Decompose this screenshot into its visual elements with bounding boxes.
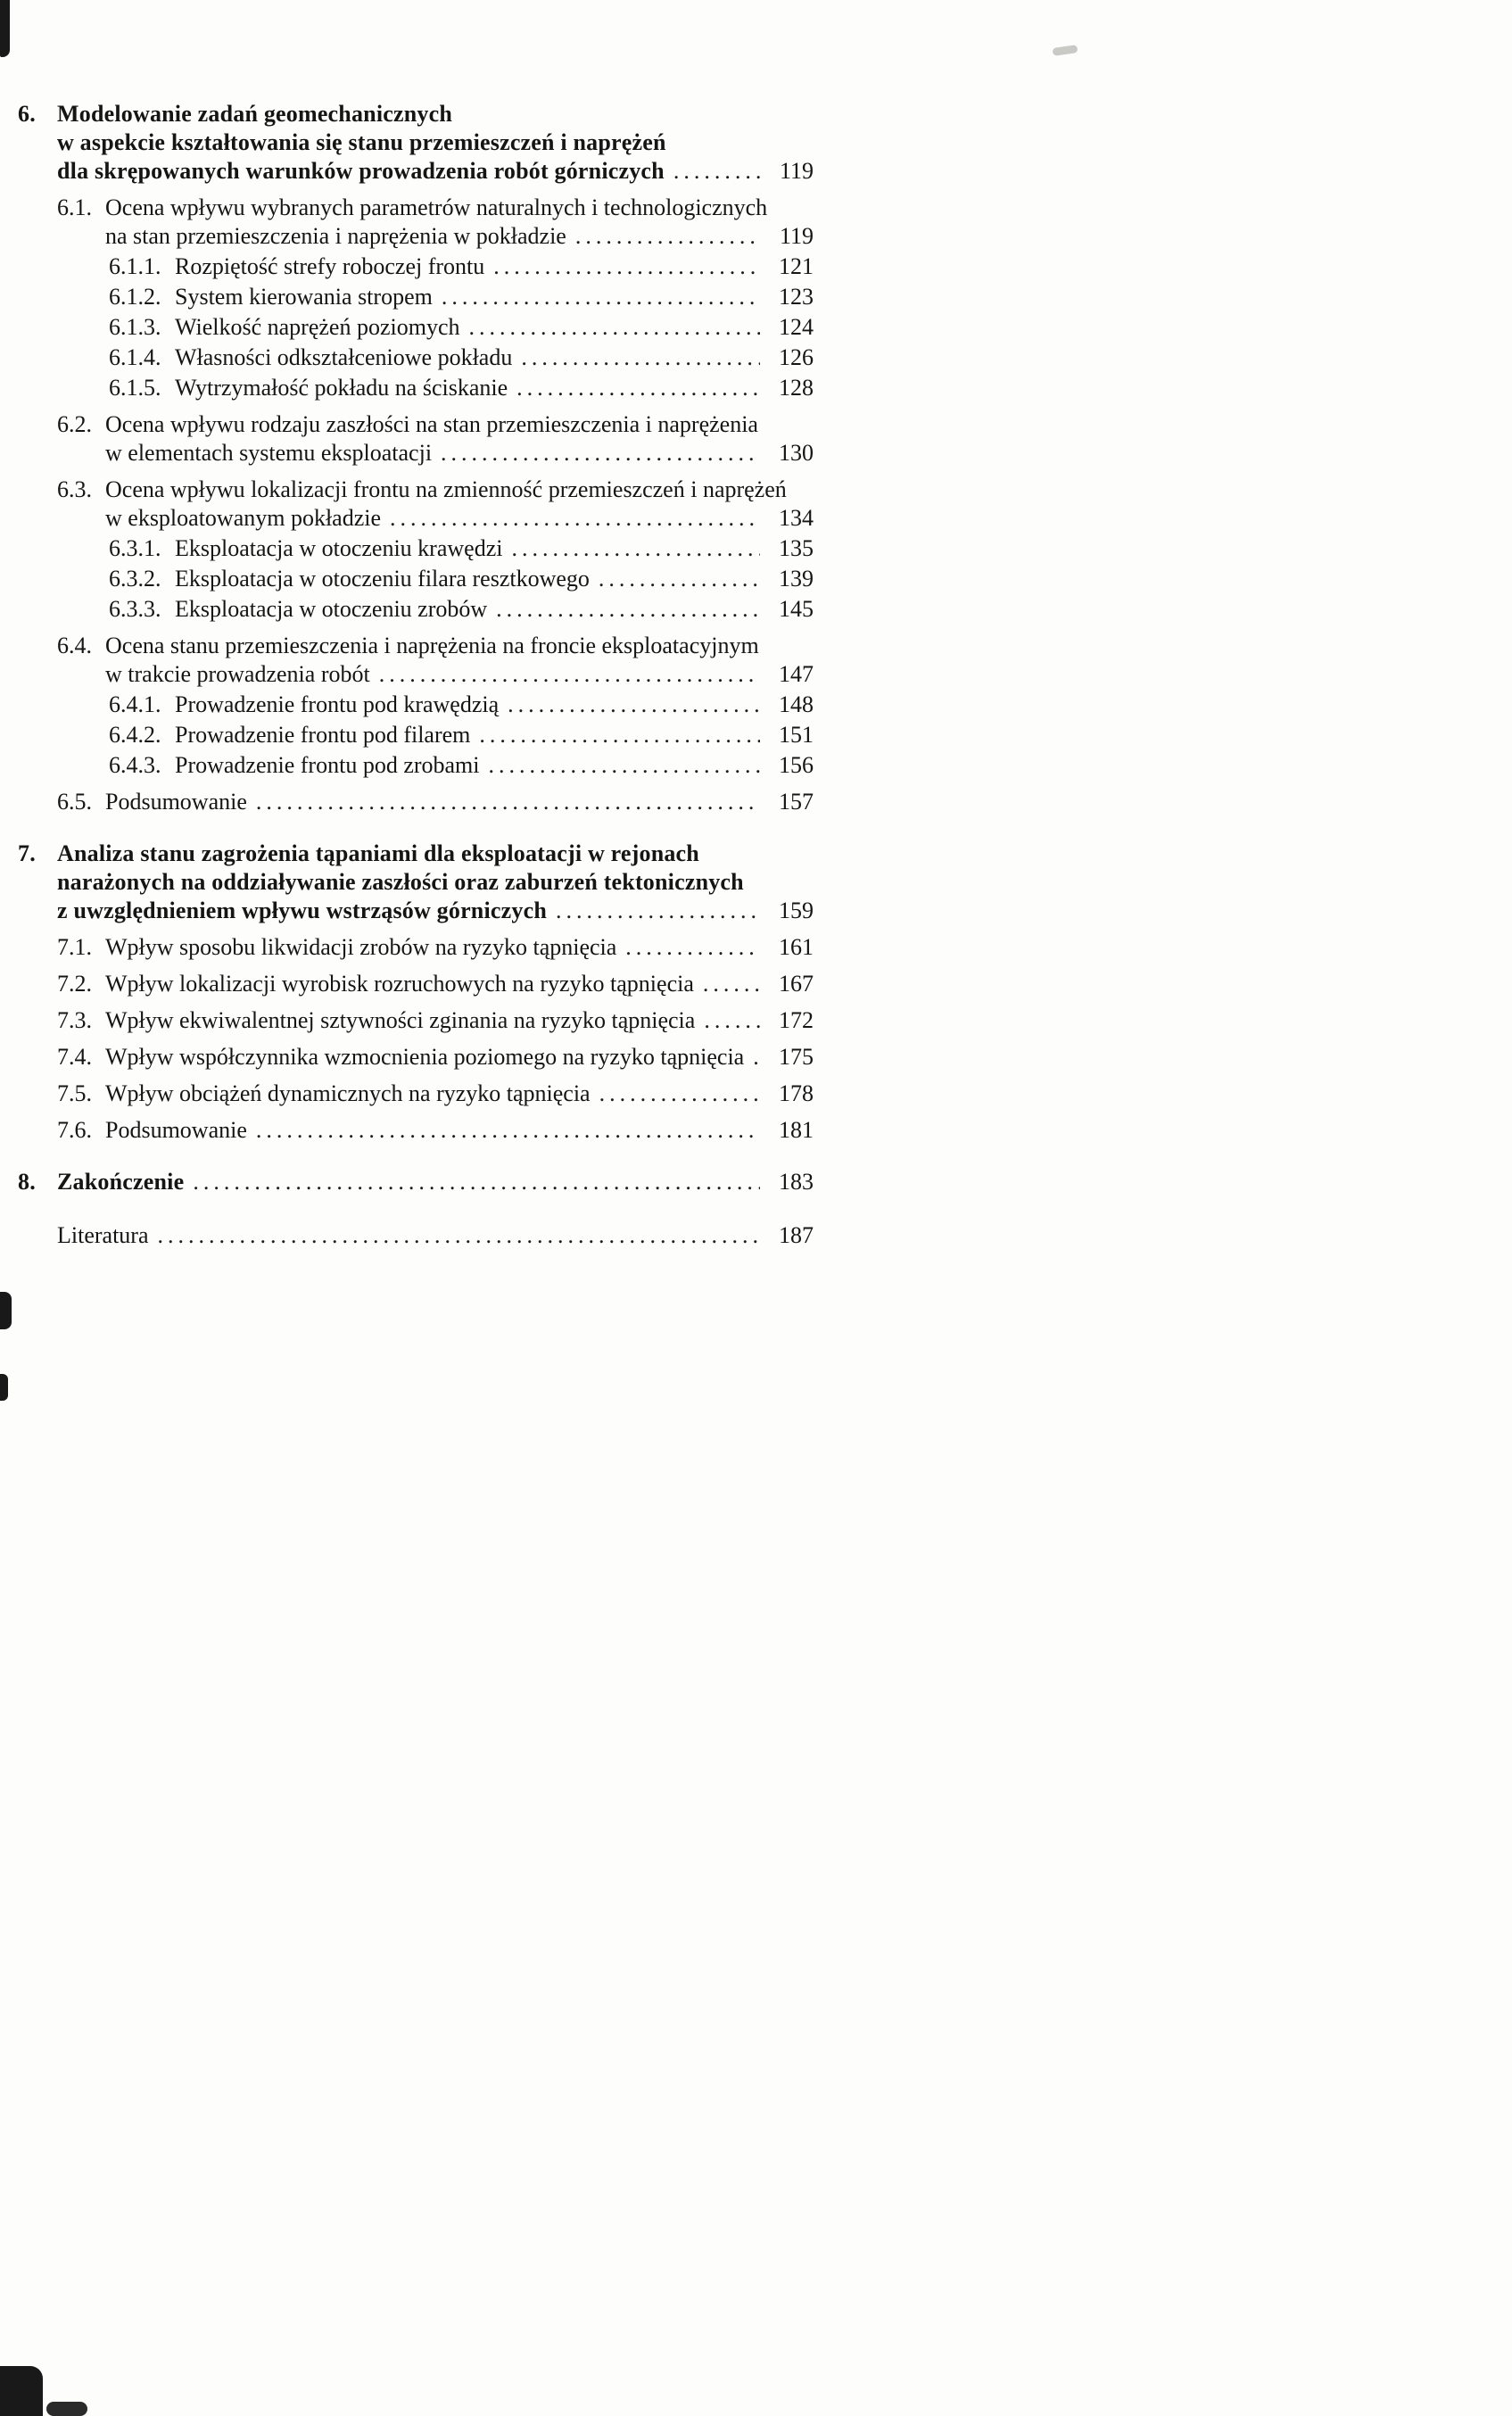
dot-leader [158, 1221, 761, 1250]
toc-entry-title: Podsumowanie [105, 1117, 247, 1143]
toc-entry-line [57, 1168, 814, 1196]
toc-entry-title: Zakończenie [57, 1169, 185, 1195]
toc-entry-line [105, 504, 814, 533]
dot-leader [599, 565, 760, 593]
toc-entry-page-number: 119 [779, 158, 814, 184]
toc-entry-line [175, 252, 814, 281]
toc-entry [18, 1116, 814, 1145]
toc-entry-title: Modelowanie zadań geomechanicznych [57, 101, 452, 127]
toc-entry-line [175, 534, 814, 563]
dot-leader [489, 751, 760, 780]
toc-entry-page-number: 178 [779, 1080, 814, 1106]
scan-artifact [0, 0, 10, 57]
toc-entry-number: 6.5. [57, 789, 92, 815]
toc-entry-line [175, 374, 814, 402]
dot-leader [496, 595, 760, 624]
toc-entry-title: Ocena wpływu wybranych parametrów naturalnych i technologicznych [105, 194, 768, 220]
toc-entry-line [175, 721, 814, 749]
toc-entry-number: 7.6. [57, 1117, 92, 1143]
toc-entry-page-number: 139 [779, 566, 814, 592]
toc-entry-number: 6.3.1. [109, 535, 161, 561]
toc-entry-page-number: 124 [779, 314, 814, 340]
toc-entry-page-number: 148 [779, 691, 814, 717]
toc-entry-line [105, 1080, 814, 1108]
toc-entry-line [105, 660, 814, 689]
toc-entry-page-number: 181 [779, 1117, 814, 1143]
dot-leader [575, 222, 760, 251]
dot-leader [673, 157, 760, 186]
toc-entry-page-number: 135 [779, 535, 814, 561]
toc-entry-number: 7.4. [57, 1044, 92, 1070]
toc-entry-page-number: 167 [779, 971, 814, 997]
toc-entry [18, 1221, 814, 1250]
dot-leader [625, 933, 760, 962]
toc-entry-number: 7.2. [57, 971, 92, 997]
toc-entry-line [175, 283, 814, 311]
toc-entry-line [105, 970, 814, 998]
toc-entry-line [175, 343, 814, 372]
toc-entry [18, 252, 814, 281]
toc-entry-number: 6.3. [57, 476, 92, 502]
toc-entry-title: Wielkość naprężeń poziomych [175, 314, 460, 340]
toc-entry-number: 6.1. [57, 194, 92, 220]
toc-entry-number: 6.4.2. [109, 722, 161, 748]
dot-leader [508, 691, 760, 719]
toc-entry [18, 632, 814, 689]
toc-entry [18, 100, 814, 186]
toc-entry-line [105, 222, 814, 251]
toc-entry-title: z uwzględnieniem wpływu wstrząsów górniczych [57, 898, 547, 923]
toc-entry-line [105, 1043, 814, 1071]
toc-entry-number: 8. [18, 1169, 36, 1195]
toc-entry-title: w aspekcie kształtowania się stanu przemieszczeń i naprężeń [57, 129, 666, 155]
toc-entry-title: Wpływ sposobu likwidacji zrobów na ryzyko tąpnięcia [105, 934, 617, 960]
toc-entry [18, 534, 814, 563]
toc-entry-line [105, 194, 814, 222]
toc-entry-page-number: 156 [779, 752, 814, 778]
toc-entry [18, 313, 814, 342]
toc-entry-number: 7.1. [57, 934, 92, 960]
toc-entry [18, 1080, 814, 1108]
toc-entry-line [105, 632, 814, 660]
toc-entry-title: Wpływ lokalizacji wyrobisk rozruchowych na ryzyko tąpnięcia [105, 971, 694, 997]
toc-entry [18, 1043, 814, 1071]
toc-entry-line [105, 1116, 814, 1145]
dot-leader [256, 1116, 760, 1145]
toc-entry-page-number: 119 [779, 223, 814, 249]
toc-entry-line [175, 691, 814, 719]
toc-entry-line [57, 1221, 814, 1250]
toc-entry-number: 6.3.3. [109, 596, 161, 622]
toc-entry-page-number: 161 [779, 934, 814, 960]
dot-leader [704, 1006, 760, 1035]
toc-entry [18, 194, 814, 251]
toc-entry [18, 788, 814, 816]
dot-leader [441, 439, 760, 467]
toc-entry-number: 6.1.3. [109, 314, 161, 340]
toc-entry-number: 6.4.3. [109, 752, 161, 778]
toc-entry-title: Wpływ ekwiwalentnej sztywności zginania na ryzyko tąpnięcia [105, 1007, 696, 1033]
toc-entry-title: w eksploatowanym pokładzie [105, 505, 382, 531]
toc-entry-page-number: 157 [779, 789, 814, 815]
toc-entry-number: 6.4. [57, 633, 92, 658]
dot-leader [493, 252, 760, 281]
dot-leader [469, 313, 761, 342]
toc-entry-title: Eksploatacja w otoczeniu krawędzi [175, 535, 503, 561]
toc-entry-number: 6.1.5. [109, 375, 161, 401]
toc-entry-number: 6. [18, 101, 36, 127]
toc-entry-line [57, 100, 814, 128]
toc-entry-title: Ocena wpływu lokalizacji frontu na zmienność przemieszczeń i naprężeń [105, 476, 787, 502]
dot-leader [511, 534, 760, 563]
dot-leader [599, 1080, 760, 1108]
toc-entry-page-number: 187 [779, 1222, 814, 1248]
toc-entry-title: dla skrępowanych warunków prowadzenia robót górniczych [57, 158, 665, 184]
scan-artifact [0, 1292, 12, 1329]
scan-artifact [46, 2402, 87, 2416]
toc-entry-line [105, 1006, 814, 1035]
dot-leader [390, 504, 760, 533]
toc-entry-title: narażonych na oddziaływanie zaszłości oraz zaburzeń tektonicznych [57, 869, 744, 895]
toc-entry-line [105, 410, 814, 439]
toc-entry-line [105, 476, 814, 504]
dot-leader [379, 660, 760, 689]
toc-entry [18, 476, 814, 533]
toc-entry-line [105, 439, 814, 467]
dot-leader [256, 788, 760, 816]
toc-entry-line [175, 565, 814, 593]
toc-entry-title: Wpływ współczynnika wzmocnienia poziomego na ryzyko tąpnięcia [105, 1044, 745, 1070]
toc-entry-title: Eksploatacja w otoczeniu filara resztkowego [175, 566, 590, 592]
toc-entry [18, 595, 814, 624]
toc-entry-title: Wpływ obciążeń dynamicznych na ryzyko tąpnięcia [105, 1080, 591, 1106]
toc-entry-number: 6.2. [57, 411, 92, 437]
toc-entry [18, 410, 814, 467]
toc-entry-page-number: 130 [779, 440, 814, 466]
toc-entry [18, 343, 814, 372]
scan-artifact [0, 2366, 43, 2416]
toc-entry-page-number: 147 [779, 661, 814, 687]
toc-entry-line [57, 868, 814, 897]
toc-entry-page-number: 123 [779, 284, 814, 310]
toc-entry-line [175, 313, 814, 342]
toc-entry-number: 6.4.1. [109, 691, 161, 717]
toc-entry [18, 721, 814, 749]
toc-entry-title: Literatura [57, 1222, 149, 1248]
toc-entry-number: 7. [18, 840, 36, 866]
toc-entry-title: Własności odkształceniowe pokładu [175, 344, 513, 370]
toc-entry-number: 7.3. [57, 1007, 92, 1033]
toc-entry-title: Rozpiętość strefy roboczej frontu [175, 253, 485, 279]
toc-entry-page-number: 151 [779, 722, 814, 748]
toc-entry-line [57, 128, 814, 157]
toc-entry-number: 6.1.2. [109, 284, 161, 310]
toc-entry-title: Ocena stanu przemieszczenia i naprężenia na froncie eksploatacyjnym [105, 633, 759, 658]
toc-entry-number: 6.1.4. [109, 344, 161, 370]
toc-entry-title: Analiza stanu zagrożenia tąpaniami dla eksploatacji w rejonach [57, 840, 699, 866]
toc-entry-number: 6.1.1. [109, 253, 161, 279]
toc-entry-title: Podsumowanie [105, 789, 247, 815]
toc-entry-line [57, 157, 814, 186]
toc-entry-page-number: 172 [779, 1007, 814, 1033]
toc-entry-title: w elementach systemu eksploatacji [105, 440, 433, 466]
dot-leader [703, 970, 760, 998]
scan-artifact [0, 1374, 8, 1401]
toc-entry-title: Ocena wpływu rodzaju zaszłości na stan przemieszczenia i naprężenia [105, 411, 758, 437]
toc-entry-page-number: 183 [779, 1169, 814, 1195]
toc-entry [18, 374, 814, 402]
toc-entry-line [175, 595, 814, 624]
toc-entry [18, 840, 814, 925]
toc-entry-page-number: 121 [779, 253, 814, 279]
table-of-contents [18, 100, 814, 1250]
toc-entry [18, 751, 814, 780]
toc-entry-page-number: 128 [779, 375, 814, 401]
toc-entry-page-number: 126 [779, 344, 814, 370]
toc-entry-title: Prowadzenie frontu pod zrobami [175, 752, 480, 778]
dot-leader [516, 374, 760, 402]
dot-leader [556, 897, 760, 925]
toc-entry [18, 1006, 814, 1035]
toc-entry-title: Prowadzenie frontu pod filarem [175, 722, 471, 748]
toc-entry [18, 565, 814, 593]
dot-leader [479, 721, 760, 749]
toc-entry-page-number: 145 [779, 596, 814, 622]
toc-entry-title: Prowadzenie frontu pod krawędzią [175, 691, 500, 717]
toc-entry-title: w trakcie prowadzenia robót [105, 661, 370, 687]
toc-entry [18, 1168, 814, 1196]
toc-entry-title: na stan przemieszczenia i naprężenia w pokładzie [105, 223, 566, 249]
toc-entry-line [105, 788, 814, 816]
toc-entry-title: Eksploatacja w otoczeniu zrobów [175, 596, 488, 622]
toc-entry-number: 7.5. [57, 1080, 92, 1106]
toc-entry-line [175, 751, 814, 780]
toc-entry [18, 970, 814, 998]
toc-entry-title: Wytrzymałość pokładu na ściskanie [175, 375, 508, 401]
toc-entry [18, 691, 814, 719]
dot-leader [442, 283, 760, 311]
toc-entry-line [105, 933, 814, 962]
dot-leader [193, 1168, 760, 1196]
toc-entry-page-number: 159 [779, 898, 814, 923]
dot-leader [521, 343, 760, 372]
scan-artifact [1053, 45, 1078, 56]
toc-entry [18, 283, 814, 311]
toc-entry-page-number: 134 [779, 505, 814, 531]
toc-entry-line [57, 840, 814, 868]
toc-entry-title: System kierowania stropem [175, 284, 433, 310]
toc-entry [18, 933, 814, 962]
toc-entry-line [57, 897, 814, 925]
dot-leader [753, 1043, 760, 1071]
toc-entry-page-number: 175 [779, 1044, 814, 1070]
toc-entry-number: 6.3.2. [109, 566, 161, 592]
